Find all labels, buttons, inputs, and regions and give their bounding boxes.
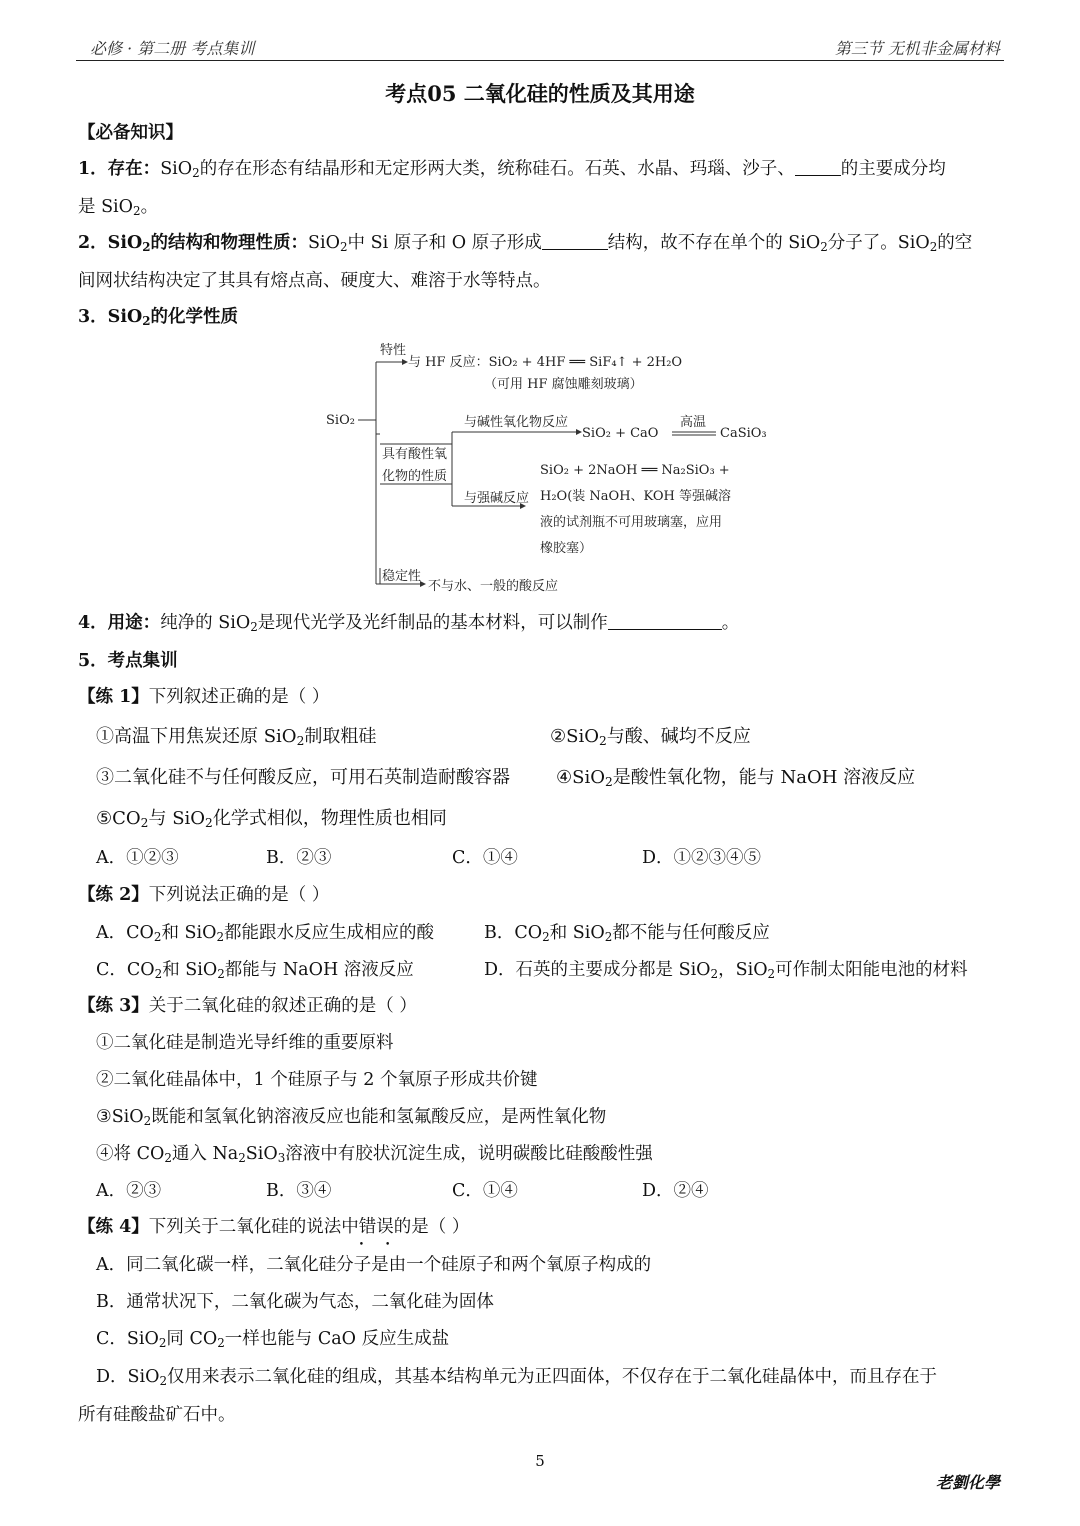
q1-statement-5: $⑤CO_2$与 SiO$_2$化学式相似，物理性质也相同 [96, 808, 447, 831]
q1-option-a: A．①②③ [96, 848, 179, 868]
q1-statement-1: ①高温下用焦炭还原 SiO$_2$制取粗硅 [96, 726, 377, 749]
paragraph-usage: 4．用途：纯净的 SiO$_2$是现代光学及光纤制品的基本材料，可以制作 。 [78, 613, 740, 634]
q3-option-a: A．②③ [96, 1181, 162, 1201]
q2-option-a: A．$CO_2$和 SiO$_2$都能跟水反应生成相应的酸 [96, 923, 435, 944]
diagram-branch1-label: 特性 [380, 343, 407, 358]
q1-statement-2: ②SiO$_2$与酸、碱均不反应 [550, 726, 751, 749]
q2-option-c: C．$CO_2$和 SiO$_2$都能与 NaOH 溶液反应 [96, 960, 414, 981]
diagram-sub2-line3: 液的试剂瓶不可用玻璃塞，应用 [540, 515, 723, 530]
diagram-branch2-label-1: 具有酸性氧 [382, 447, 448, 462]
diagram-branch3-label: 稳定性 [382, 569, 422, 584]
brand-mark: 老劉化學 [935, 1473, 1000, 1492]
diagram-sub2-label: 与强碱反应 [464, 491, 530, 506]
diagram-sub1-label: 与碱性氧化物反应 [464, 415, 569, 430]
q1-option-d: D．①②③④⑤ [642, 848, 762, 868]
paragraph-structure: 2．SiO$_2$的结构和物理性质：SiO$_2$中 Si 原子和 O 原子形成 结构，故不存在单个的 SiO$_2$分子了。SiO$_2$的空 [78, 233, 973, 254]
header-left: 必修 · 第二册 考点集训 [90, 39, 255, 58]
diagram-branch1-text: 与 HF 反应：SiO₂ + 4HF ══ SiF₄↑ + 2H₂O [408, 355, 683, 370]
diagram-branch2-label-2: 化物的性质 [382, 469, 448, 484]
diagram-root: SiO₂ [326, 413, 355, 428]
header-right: 第三节 无机非金属材料 [834, 39, 1000, 58]
paragraph-practice-heading: 5．考点集训 [78, 651, 178, 671]
diagram-sub2-line4: 橡胶塞） [540, 541, 593, 556]
q2-option-d: D．石英的主要成分都是 SiO$_2$，SiO$_2$可作制太阳能电池的材料 [484, 960, 968, 981]
q1-option-c: C．①④ [452, 848, 518, 868]
diagram-sub2-line2: H₂O(装 NaOH、KOH 等强碱溶 [540, 489, 732, 504]
paragraph-existence-line2: 是 SiO$_2$。 [78, 197, 159, 218]
section-heading: 【必备知识】 [78, 123, 183, 143]
q1-statement-4: ④SiO$_2$是酸性氧化物，能与 NaOH 溶液反应 [556, 767, 916, 790]
property-diagram [320, 338, 780, 600]
question-3: 【练 3】关于二氧化硅的叙述正确的是（ ） [78, 996, 417, 1016]
question-4: 【练 4】下列关于二氧化硅的说法中错误 • • 的是（ ） [78, 1217, 470, 1250]
page-number: 5 [535, 1452, 545, 1470]
q1-option-b: B．②③ [266, 848, 332, 868]
diagram-branch1-note: （可用 HF 腐蚀雕刻玻璃） [484, 377, 643, 392]
blank-1 [795, 157, 841, 176]
question-2: 【练 2】下列说法正确的是（ ） [78, 885, 330, 905]
q4-option-a: A．同二氧化碳一样，二氧化硅分子是由一个硅原子和两个氧原子构成的 [96, 1255, 652, 1275]
diagram-branch3-text: 不与水、一般的酸反应 [428, 579, 559, 594]
q3-statement-1: ①二氧化硅是制造光导纤维的重要原料 [96, 1033, 394, 1053]
q3-option-d: D．②④ [642, 1181, 709, 1201]
q4-option-d-line2: 所有硅酸盐矿石中。 [78, 1405, 236, 1425]
q3-option-b: B．③④ [266, 1181, 332, 1201]
q4-option-c: C．SiO$_2$同 $CO_2$一样也能与 CaO 反应生成盐 [96, 1329, 450, 1350]
diagram-sub1-cond: 高温 [680, 415, 707, 430]
blank-2 [542, 231, 608, 250]
emphasis-dots: 错误 • • [358, 1217, 400, 1250]
page-title: 考点05 二氧化硅的性质及其用途 [385, 81, 695, 106]
paragraph-chemical-heading: 3．SiO$_2$的化学性质 [78, 307, 238, 328]
q4-option-b: B．通常状况下，二氧化碳为气态，二氧化硅为固体 [96, 1292, 494, 1312]
q3-statement-3: ③SiO$_2$既能和氢氧化钠溶液反应也能和氢氟酸反应，是两性氧化物 [96, 1107, 607, 1128]
q2-option-b: B．$CO_2$和 SiO$_2$都不能与任何酸反应 [484, 923, 770, 944]
blank-3 [608, 611, 722, 630]
paragraph-structure-line2: 间网状结构决定了其具有熔点高、硬度大、难溶于水等特点。 [78, 271, 551, 291]
header-divider [76, 60, 1004, 61]
q3-statement-2: ②二氧化硅晶体中，1 个硅原子与 2 个氧原子形成共价键 [96, 1070, 538, 1090]
diagram-sub1-prod: CaSiO₃ [720, 426, 767, 441]
q1-statement-3: ③二氧化硅不与任何酸反应，可用石英制造耐酸容器 [96, 767, 510, 788]
q3-statement-4: ④将 $CO_2$通入 $Na_2SiO_3$溶液中有胶状沉淀生成，说明碳酸比硅酸酸性强 [96, 1144, 653, 1165]
question-1: 【练 1】下列叙述正确的是（ ） [78, 687, 330, 707]
paragraph-existence: 1．存在：SiO$_2$的存在形态有结晶形和无定形两大类，统称硅石。石英、水晶、玛瑙、沙子、 的主要成分均 [78, 159, 946, 180]
q4-option-d: D．SiO$_2$仅用来表示二氧化硅的组成，其基本结构单元为正四面体，不仅存在于二氧化硅晶体中，而且存在于 [96, 1367, 938, 1388]
diagram-sub1-eq: SiO₂ + CaO [582, 426, 659, 441]
diagram-sub2-line1: SiO₂ + 2NaOH ══ Na₂SiO₃ + [540, 463, 730, 478]
q3-option-c: C．①④ [452, 1181, 518, 1201]
